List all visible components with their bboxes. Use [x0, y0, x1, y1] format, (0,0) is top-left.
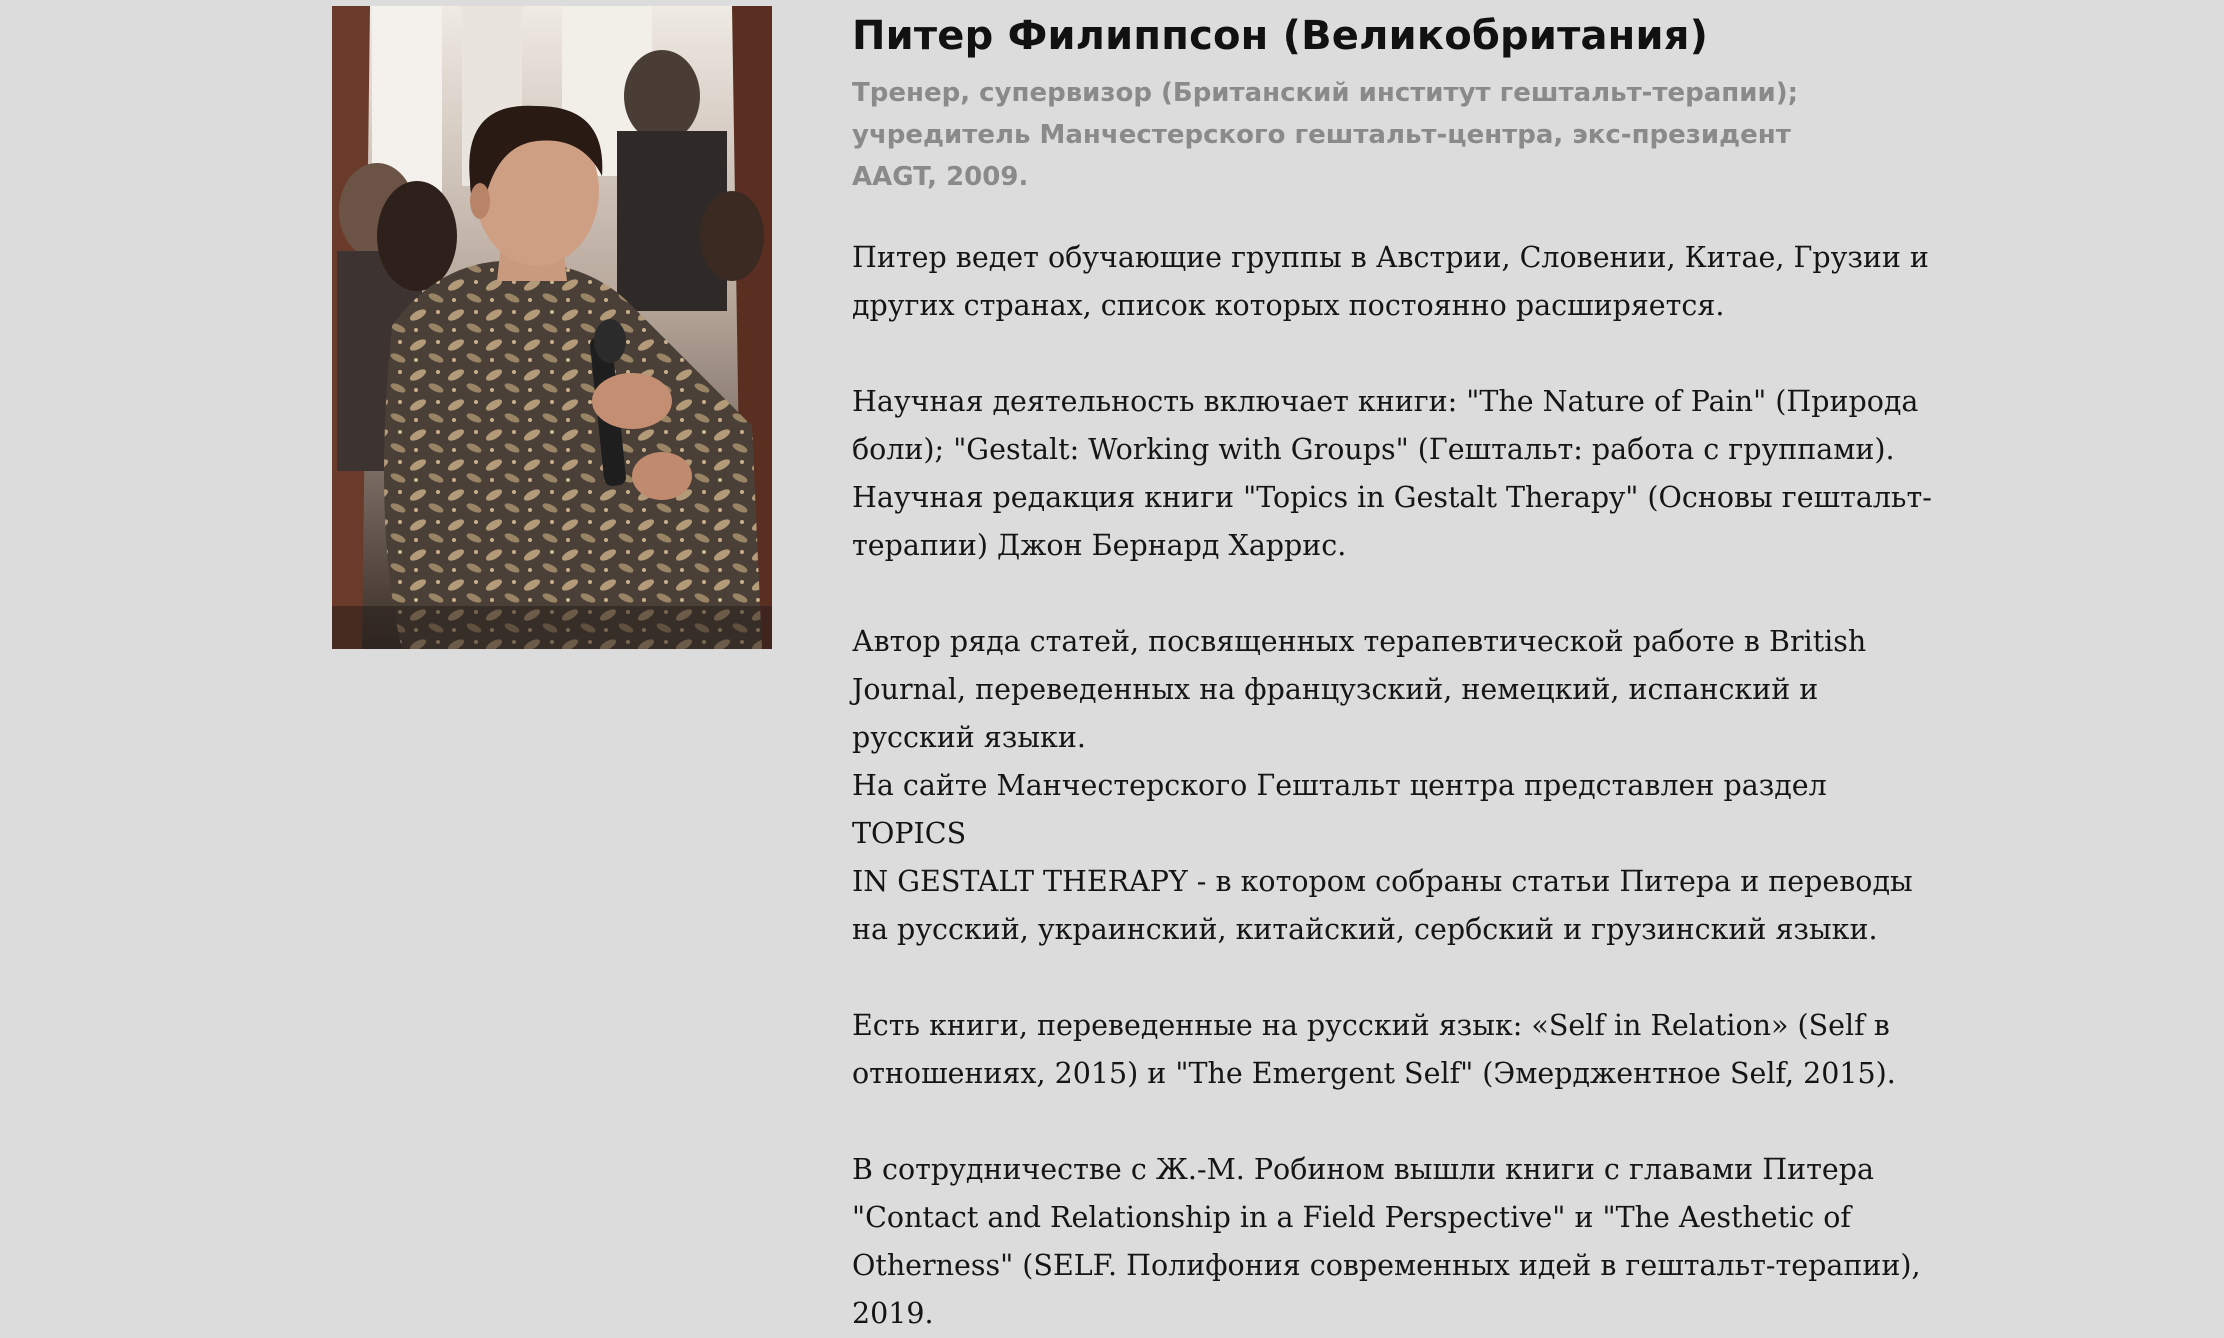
- person-photo-icon: [332, 6, 772, 649]
- page-title: Питер Филиппсон (Великобритания): [852, 13, 1709, 59]
- bio-section: [852, 234, 1937, 1338]
- bio-paragraph: Питер ведет обучающие группы в Австрии, Словении, Китае, Грузии и других странах, список которых постоянно расширяется.: [852, 241, 1929, 322]
- role-subtitle: Тренер, супервизор (Британский институт гештальт-терапии); учредитель Манчестерского гештальт-центра, экс-президент AAGT, 2009.: [852, 78, 1798, 192]
- profile-content: [852, 8, 1937, 1338]
- bio-paragraph: В сотрудничестве с Ж.-М. Робином вышли книги с главами Питера "Contact and Relationship in a Field Perspective" и "The Aesthetic of Otherness" (SELF. Полифония современных идей в гештальт-терапии), 2019.: [852, 1153, 1921, 1330]
- profile-photo: [332, 6, 772, 649]
- bio-paragraph: Научная деятельность включает книги: "The Nature of Pain" (Природа боли); "Gestalt: Working with Groups" (Гештальт: работа с группами). Научная редакция книги "Topics in Gestalt Therapy" (Основы гештальт- терапии) Джон Бернард Харрис.: [852, 385, 1932, 562]
- bio-paragraph: Автор ряда статей, посвященных терапевтической работе в British Journal, переведенных на французский, немецкий, испанский и русский языки. На сайте Манчестерского Гештальт центра представлен раздел TOPICS IN GESTALT THERAPY - в котором собраны статьи Питера и переводы на русский, украинский, китайский, сербский и грузинский языки.: [852, 625, 1913, 946]
- bio-paragraph: Есть книги, переведенные на русский язык: «Self in Relation» (Self в отношениях, 2015) и "The Emergent Self" (Эмерджентное Self, 2015).: [852, 1009, 1896, 1090]
